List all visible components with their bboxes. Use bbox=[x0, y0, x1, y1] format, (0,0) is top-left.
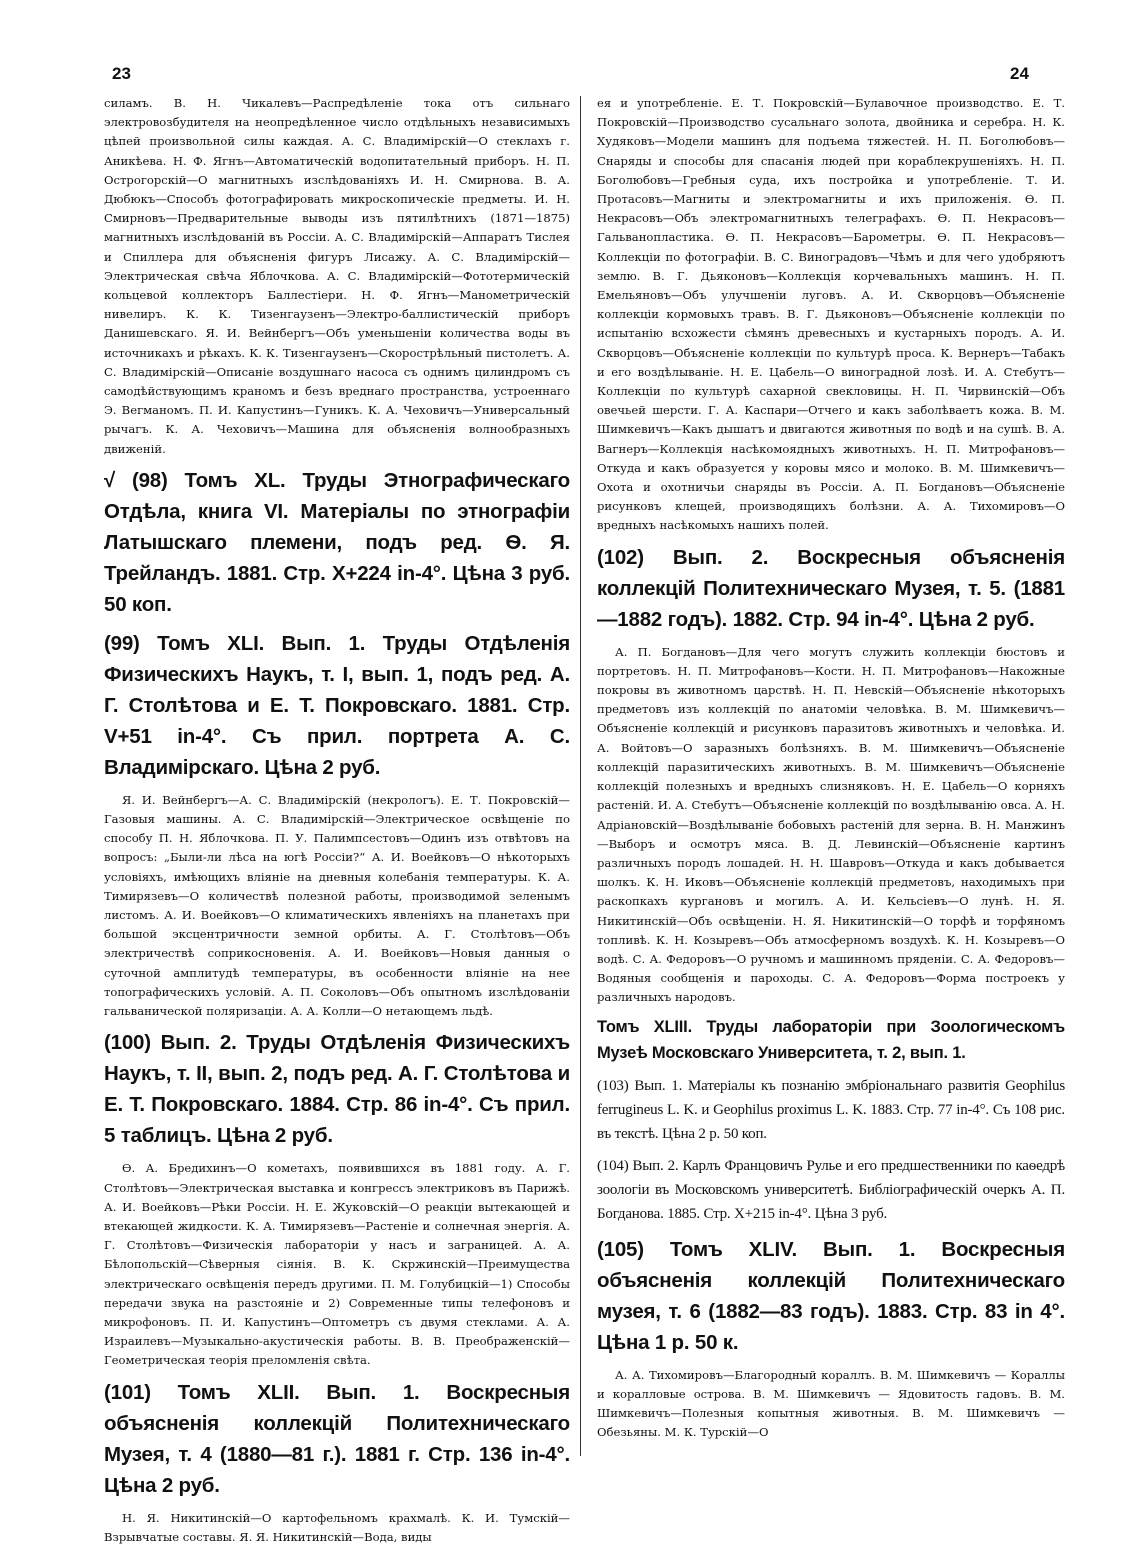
entry-105: (105) Томъ XLIV. Вып. 1. Воскресныя объясненія коллекцій Политехническаго музея, т. 6 (1882—83 годъ). 1883. Стр. 83 in 4°. Цѣна 1 р. 50 к. bbox=[597, 1237, 1065, 1354]
entry-99-contents: Я. И. Вейнбергъ—А. С. Владимірскій (некрологъ). Е. Т. Покровскій—Газовыя машины. А. С. Владимірскій—Электрическое освѣщеніе по способу П. Н. Яблочкова. П. У. Палимпсестовъ—Одинъ изъ отвѣтовъ на вопросъ: „Были-ли лѣса на югѣ Россіи?“ А. И. Воейковъ—О нѣкоторыхъ условіяхъ, имѣющихъ вліяніе на дневныя колебанія температуры. К. А. Тимирязевъ—О количествѣ полезной работы, производимой зеленымъ листомъ. А. И. Воейковъ—О климатическихъ явленіяхъ на планетахъ при большой эксцентричности земной орбиты. А. Г. Столѣтовъ—Объ электричествѣ соприкосновенія. А. И. Воейковъ—Новыя данныя о суточной амплитудѣ температуры, въ особенности вліяніе на нее топографическихъ условій. А. П. Соколовъ—Объ опытномъ изслѣдованіи гальванической поляризаціи. А. А. Колли—О нетающемъ льдѣ. bbox=[104, 792, 570, 1019]
left-paragraph-1: силамъ. В. Н. Чикалевъ—Распредѣленіе тока отъ сильнаго электровозбудителя на неопредѣленное число отдѣльныхъ независимыхъ цѣпей произвольной силы каждая. А. С. Владимірскій—О стеклахъ г. Аникѣева. Н. Ф. Ягнъ—Автоматическій водопитательный приборъ. Н. П. Острогорскій—О магнитныхъ изслѣдованіяхъ И. Н. Смирнова. В. А. Дюбюкъ—Способъ фотографировать микроскопическіе предметы. И. Н. Смирновъ—Предварительные выводы изъ пятилѣтнихъ (1871—1875) магнитныхъ изслѣдованій въ Россіи. А. С. Владимірскій—Аппаратъ Тислея и Спиллера для объясненія фигуръ Лисажу. А. С. Владимірскій—Электрическая свѣча Яблочкова. А. С. Владимірскій—Фототермическій кольцевой коллекторъ Баллестіери. Н. Ф. Ягнъ—Манометрическій нивелиръ. К. К. Тизенгаузенъ—Электро-баллистическій приборъ Данишевскаго. Я. И. Вейнбергъ—Объ уменьшеніи количества воды въ источникахъ и рѣкахъ. К. К. Тизенгаузенъ—Скорострѣльный пистолетъ. А. С. Владимірскій—Описаніе воздушнаго насоса съ однимъ цилиндромъ съ самодѣйствующимъ краномъ и безъ вреднаго пространства, устроеннаго Э. Вегманомъ. П. И. Капустинъ—Гуникъ. К. А. Чеховичъ—Универсальный рычагъ. К. А. Чеховичъ—Машина для объясненія волнообразныхъ движеній. bbox=[104, 96, 570, 456]
right-paragraph-1: ея и употребленіе. Е. Т. Покровскій—Булавочное производство. Е. Т. Покровскій—Производство сусальнаго золота, двойника и серебра. Н. К. Худяковъ—Модели машинъ для подъема тяжестей. Н. П. Боголюбовъ—Снаряды и способы для спасанія людей при кораблекрушеніяхъ. Н. П. Боголюбовъ—Гребныя суда, ихъ постройка и употребленіе. Т. И. Протасовъ—Магниты и электромагниты и ихъ приложенія. Ѳ. П. Некрасовъ—Объ электромагнитныхъ телеграфахъ. Ѳ. П. Некрасовъ—Гальванопластика. Ѳ. П. Некрасовъ—Барометры. Ѳ. П. Некрасовъ—Коллекціи по фотографіи. В. С. Виноградовъ—Чѣмъ и для чего удобряютъ землю. В. Г. Дьяконовъ—Коллекція корчевальныхъ машинъ. Н. П. Емельяновъ—Объ улучшеніи луговъ. А. И. Скворцовъ—Объясненіе коллекціи кормовыхъ травъ. В. Г. Дьяконовъ—Объясненіе коллекціи по испытанію всхожести сѣмянъ древесныхъ и кустарныхъ породъ. А. И. Скворцовъ—Объясненіе коллекціи по культурѣ проса. К. Вернеръ—Табакъ и его воздѣлываніе. Н. Е. Цабель—О виноградной лозѣ. И. А. Стебутъ—Коллекціи по культурѣ сахарной свекловицы. Н. П. Чирвинскій—Объ овечьей шерсти. Г. А. Каспари—Отчего и какъ заболѣваетъ кожа. В. М. Шимкевичъ—Какъ дышатъ и двигаются животныя по водѣ и на сушѣ. В. А. Вагнеръ—Коллекція насѣкомоядныхъ животныхъ. Н. П. Митрофановъ—Откуда и какъ образуется у коровы мясо и молоко. В. М. Шимкевичъ—Охота и охотничьи снаряды въ Россіи. А. П. Богдановъ—Объясненіе рисунковъ клещей, производящихъ болѣзни. А. А. Тихомировъ—О вредныхъ насѣкомыхъ нашихъ полей. bbox=[597, 96, 1065, 533]
left-column bbox=[104, 94, 570, 1547]
right-column bbox=[597, 94, 1065, 1442]
page-number-left: 23 bbox=[112, 64, 131, 83]
entry-102: (102) Вып. 2. Воскресныя объясненія коллекцій Политехническаго Музея, т. 5. (1881—1882 годъ). 1882. Стр. 94 in-4°. Цѣна 2 руб. bbox=[597, 545, 1065, 631]
entry-104: (104) Вып. 2. Карлъ Францовичъ Рулье и его предшественники по каѳедрѣ зоологіи въ Московскомъ университетѣ. Библіографическій очеркъ А. П. Богданова. 1885. Стр. X+215 in-4°. Цѣна 3 руб. bbox=[597, 1157, 1065, 1222]
page-number-right: 24 bbox=[1010, 64, 1029, 83]
entry-98: √ (98) Томъ XL. Труды Этнографическаго Отдѣла, книга VI. Матеріалы по этнографіи Латышскаго племени, подъ ред. Ѳ. Я. Трейландъ. 1881. Стр. X+224 in-4°. Цѣна 3 руб. 50 коп. bbox=[104, 468, 570, 616]
entry-99: (99) Томъ XLI. Вып. 1. Труды Отдѣленія Физическихъ Наукъ, т. I, вып. 1, подъ ред. А. Г. Столѣтова и Е. Т. Покровскаго. 1881. Стр. V+51 in-4°. Съ прил. портрета А. С. Владимірскаго. Цѣна 2 руб. bbox=[104, 631, 570, 779]
column-divider bbox=[580, 96, 581, 1456]
entry-105-contents: А. А. Тихомировъ—Благородный кораллъ. В. М. Шимкевичъ — Кораллы и коралловые острова. В. М. Шимкевичъ — Ядовитость гадовъ. В. М. Шимкевичъ—Полезныя копытныя животныя. В. М. Шимкевичъ — Обезьяны. М. К. Турскій—О bbox=[597, 1367, 1065, 1440]
entry-101: (101) Томъ XLII. Вып. 1. Воскресныя объясненія коллекцій Политехническаго Музея, т. 4 (1880—81 г.). 1881 г. Стр. 136 in-4°. Цѣна 2 руб. bbox=[104, 1380, 570, 1497]
entry-100-contents: Ѳ. А. Бредихинъ—О кометахъ, появившихся въ 1881 году. А. Г. Столѣтовъ—Электрическая выставка и конгрессъ электриковъ въ Парижѣ. А. И. Воейковъ—Рѣки Россіи. Н. Е. Жуковскій—О реакціи вытекающей и втекающей жидкости. К. А. Тимирязевъ—Растеніе и солнечная энергія. А. Г. Столѣтовъ—Физическія лабораторіи у насъ и заграницей. А. А. Бѣлопольскій—Сѣверныя сіянія. В. К. Скржинскій—Преимущества электрическаго освѣщенія передъ другими. П. М. Голубицкій—1) Способы передачи звука на разстояніе и 2) Современные типы телефоновъ и микрофоновъ. П. И. Капустинъ—Оптометръ съ двумя стеклами. А. А. Израилевъ—Музыкально-акустическія работы. В. В. Преображенскій—Геометрическая теорія преломленія свѣта. bbox=[104, 1161, 570, 1368]
entry-103: (103) Вып. 1. Матеріалы къ познанію эмбріональнаго развитія Geophilus ferrugineus L. K. и Geophilus proximus L. K. 1883. Стр. 77 in-4°. Съ 108 рис. въ текстѣ. Цѣна 2 р. 50 коп. bbox=[597, 1077, 1065, 1142]
entry-101-contents: Н. Я. Никитинскій—О картофельномъ крахмалѣ. К. И. Тумскій—Взрывчатые составы. Я. Я. Никитинскій—Вода, виды bbox=[104, 1510, 570, 1544]
volume-43-heading: Томъ XLIII. Труды лабораторіи при Зоологическомъ Музеѣ Московскаго Университета, т. 2, вып. 1. bbox=[597, 1017, 1065, 1062]
entry-100: (100) Вып. 2. Труды Отдѣленія Физическихъ Наукъ, т. II, вып. 2, подъ ред. А. Г. Столѣтова и Е. Т. Покровскаго. 1884. Стр. 86 in-4°. Съ прил. 5 таблицъ. Цѣна 2 руб. bbox=[104, 1031, 570, 1148]
entry-102-contents: А. П. Богдановъ—Для чего могутъ служить коллекціи бюстовъ и портретовъ. Н. П. Митрофановъ—Кости. Н. П. Митрофановъ—Накожные покровы въ животномъ царствѣ. Н. П. Невскій—Объясненіе нѣкоторыхъ предметовъ изъ коллекцій по анатоміи человѣка. В. М. Шимкевичъ—Объясненіе коллекцій и рисунковъ паразитовъ животныхъ и человѣка. И. А. Войтовъ—О заразныхъ болѣзняхъ. В. М. Шимкевичъ—Объясненіе коллекцій паразитическихъ животныхъ. В. М. Шимкевичъ—Объясненіе коллекцій полезныхъ и вредныхъ слизняковъ. Н. Е. Цабель—О корняхъ растеній. И. А. Стебутъ—Объясненіе коллекцій по воздѣлыванію овса. А. Н. Адріановскій—Воздѣлываніе бобовыхъ растеній для зерна. В. Н. Манжинъ—Выборъ и осмотръ мяса. В. Д. Левинскій—Объясненіе картинъ различныхъ породъ лошадей. Н. Н. Шавровъ—Откуда и какъ добывается шолкъ. К. Н. Иковъ—Объясненіе коллекцій предметовъ, находимыхъ при раскопкахъ кургановъ и могилъ. А. И. Кельсіевъ—О лунѣ. Н. Я. Никитинскій—Объ освѣщеніи. Н. Я. Никитинскій—О торфѣ и торфяномъ топливѣ. К. Н. Козыревъ—Объ атмосферномъ воздухѣ. К. Н. Козыревъ—О водѣ. С. А. Федоровъ—О ручномъ и машинномъ пряденіи. С. А. Федоровъ—Водяныя сообщенія и пароходы. С. А. Федоровъ—Форма построекъ у различныхъ народовъ. bbox=[597, 644, 1065, 1005]
